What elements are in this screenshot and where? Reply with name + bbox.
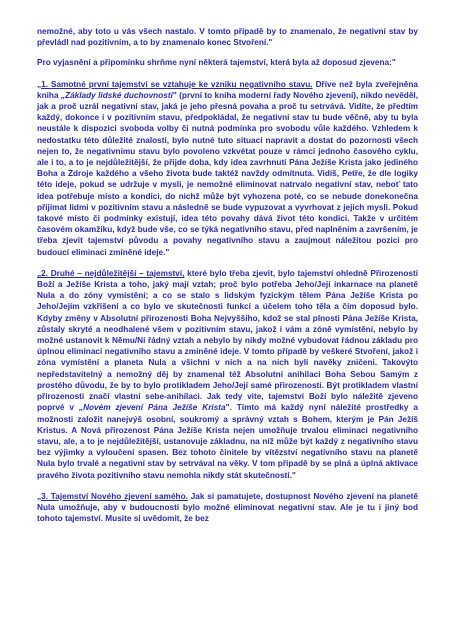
section-first-mystery — [37, 79, 418, 258]
paragraph-summary-intro: Pro vyjasnění a připomínku shrňme nyní některá tajemství, která byla až doposud zjevena:" — [37, 58, 396, 68]
section-second-mystery — [37, 268, 418, 481]
section-2-text-a: které bylo třeba zjevit, bylo tajemství ohledně Přirozenosti Boží a Ježíše Krista a toho, jaký mají vztah; proč bylo potřeba Jeho/Její inkarnace na planetě Nula a do zóny vymístění; a co se stalo s lidským fyzickým tělem Pána Ježíše Krista po Jeho/Jejím vzkříšení a co bylo ve skutečnosti funkcí a účelem toho těla a čím doposud bylo. Kdyby změny v Absolutní přirozenosti Boha Nejvyššího, kdož se stal plnosti Pána Ježíše Krista, zůstaly skryté a neodhalené všem v pozitivním stavu, jakož i vám a zóně vymístění, nebylo by možné ustanovit k Němu/Ní řádný vztah a nebylo by nikdy možné vybudovat řádnou základu pro úplnou eliminaci negativního stavu a zmíněné ideje. V tomto případě by veškeré Stvoření, jakož i zóna vymístění a planeta Nula a všichni v nich a na nich byli navěky zničeni. Takovýto nepředstavitelný a nemožný děj by znamenal též Absolutní anihilaci Boha Sebou Samým z prostého důvodu, že by to bylo protikladem Jeho/Její samé přirozenosti. Být protikladem vlastní přirozenosti značí vlastní sebe-anihilaci. Jak tedy vite, tajemství Boží bylo náležitě zjeveno poprvé v — [37, 268, 418, 413]
section-1-text-b: " (první to kniha moderní řady Nového zjevení), nikdo nevěděl, jak a proč uzrál negativní stav, jaká je jeho přesná povaha a proč tu setrvává. Vidíte, že předtím každý, dokonce i v pozitivním stavu, předpokládal, že negativní stav tu bude věčně, aby tu byla neustále k dispozici svoboda volby či nutná podmínka pro svobodu vůle každého. Vzhledem k nedostatku této důležité znalosti, bylo nutné tuto situaci napravit a dostat do pozornosti všech nejen to, že negativnímu stavu bylo povoleno vzkvétat pouze v rámci jednoho časového cyklu, ale i to, a to je nejdůležitější, že přijde doba, kdy idea zavrhnutí Pána Ježíše Krista jako jediného Boha a Zdroje každého a všeho života bude taktéž navždy odmítnuta. Vidíš, Petře, že dle logiky této ideje, pokud se udržuje v mysli, je nemožné eliminovat natrvalo negativní stav, neboť tato idea potřebuje místo a kondici, do nichž může být vyhozena poté, co se nebude donekonečna přijímat lidmi v pozitivním stavu a následně se bude vypuzovat a vyvrhovat z jejich mysli. Pokud takové místo či podmínky existují, idea této povahy dává život této kondici. Takže v určitém časovém okamžiku, když bude vše, co se týká negativního stavu, před naplněním a završením, je třeba zjevit tajemství původu a povahy negativního stavu a zaujmout náležitou pozici pro budoucí eliminaci zmíněné ideje." — [37, 90, 418, 257]
section-heading-1: „1. Samotné první tajemství se vztahuje ke vzniku negativního stavu. — [37, 79, 313, 89]
section-2-text-b: ". Tímto má každý nyní náležité prostředky a možnosti založit nanejvýš osobní, soukromý a správný vztah s Bohem, kterým je Pán Ježíš Kristus. A Nová přirozenost Pána Ježíše Krista nejen umožňuje trvalou eliminaci negativního stavu, ale, a to je nejdůležitější, ustanovuje základnu, na níž může být každý z negativního stavu bez výjimky a vyloučení spasen. Bez tohoto činitele by vítězství negativního stavu na planetě Nula bylo trvalé a negativní stav by setrvával na věky. V tom případě by se plná a úplná aktivace pravého života pozitivního stavu nemohla nikdy stát skutečností." — [37, 403, 418, 480]
section-third-mystery — [37, 491, 418, 525]
section-heading-2: „2. Druhé – nejdůležitější – tajemství, — [37, 268, 185, 278]
section-1-text-a: Dříve než byla zveřejněna kniha — [37, 79, 418, 100]
section-heading-3: „3. Tajemství Nového zjevení samého. — [37, 491, 188, 501]
book-title-nove-zjeveni: „Novém zjevení Pána Ježíše Krista — [78, 403, 226, 413]
paragraph-intro-end: nemožné, aby toto u vás všech nastalo. V tomto případě by to znamenalo, že negativní stav by převládl nad pozitivním, a to by znamenalo konec Stvoření." — [37, 27, 418, 48]
section-3-text-a: Jak si pamatujete, dostupnost Nového zjevení na planetě Nula umožňuje, aby v budoucnosti bylo možné eliminovat negativní stav. Ale je tu i jiný bod tohoto tajemství. Musite si uvědomit, že bez — [37, 491, 419, 524]
book-title-zaklady: „Základy lidské duchovnosti — [60, 90, 173, 100]
